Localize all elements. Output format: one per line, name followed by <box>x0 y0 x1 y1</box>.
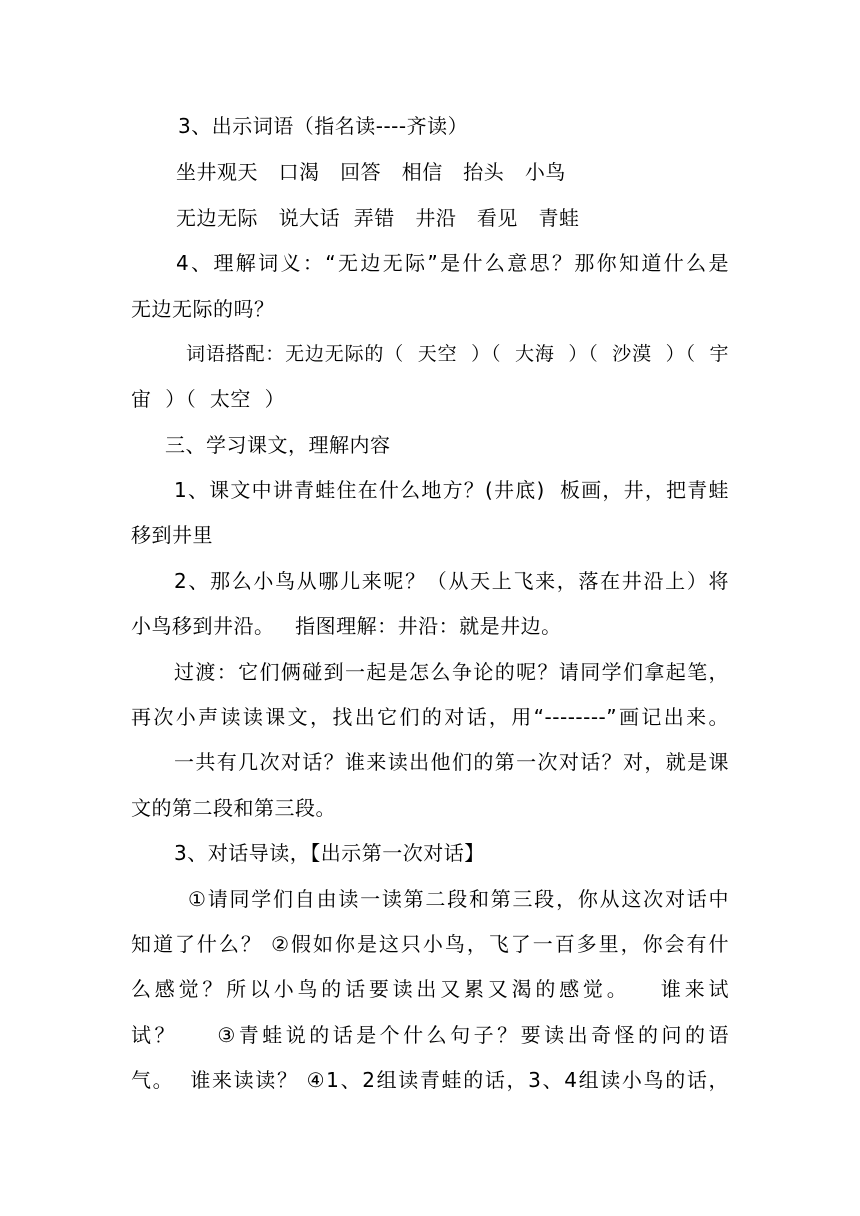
vocabulary-row-1: 坐井观天 口渴 回答 相信 抬头 小鸟 <box>176 160 566 184</box>
section-heading: 三、学习课文，理解内容 <box>165 433 391 457</box>
text-line-10: 移到井里 <box>131 523 213 547</box>
text-line-13: 过渡：它们俩碰到一起是怎么争论的呢？请同学们拿起笔， <box>174 660 729 684</box>
text-line-16: 文的第二段和第三段。 <box>131 796 336 820</box>
text-line-12: 小鸟移到井沿。 指图理解：井沿：就是井边。 <box>131 614 562 638</box>
text-line-19: 知道了什么？ ②假如你是这只小鸟，飞了一百多里，你会有什 <box>131 932 729 956</box>
vocabulary-row-2: 无边无际 说大话 弄错 井沿 看见 青蛙 <box>176 206 580 230</box>
text-line-9: 1、课文中讲青蛙住在什么地方？(井底) 板画，井，把青蛙 <box>174 478 729 502</box>
text-line-1: 3、出示词语（指名读----齐读） <box>178 114 469 138</box>
text-line-18: ①请同学们自由读一读第二段和第三段，你从这次对话中 <box>188 887 729 911</box>
text-line-14: 再次小声读读课文，找出它们的对话，用“--------”画记出来。 <box>131 705 729 729</box>
text-line-4: 4、理解词义：“无边无际”是什么意思？那你知道什么是 <box>176 251 729 275</box>
text-line-5: 无边无际的吗？ <box>131 297 275 321</box>
text-line-21: 试？ ③青蛙说的话是个什么句子？要读出奇怪的问的语 <box>131 1023 729 1047</box>
text-line-20: 么感觉？所以小鸟的话要读出又累又渴的感觉。 谁来试 <box>131 977 729 1001</box>
text-line-15: 一共有几次对话？谁来读出他们的第一次对话？对，就是课 <box>174 750 729 774</box>
text-line-22: 气。 谁来读读？ ④1、2组读青蛙的话，3、4组读小鸟的话， <box>131 1068 729 1092</box>
text-line-11: 2、那么小鸟从哪儿来呢？（从天上飞来，落在井沿上）将 <box>174 569 729 593</box>
text-line-6: 词语搭配：无边无际的（ 天空 ）（ 大海 ）（ 沙漠 ）（ 宇 <box>186 343 729 365</box>
text-line-17: 3、对话导读，【出示第一次对话】 <box>174 841 485 865</box>
text-line-7: 宙 ）（ 太空 ） <box>131 387 286 411</box>
